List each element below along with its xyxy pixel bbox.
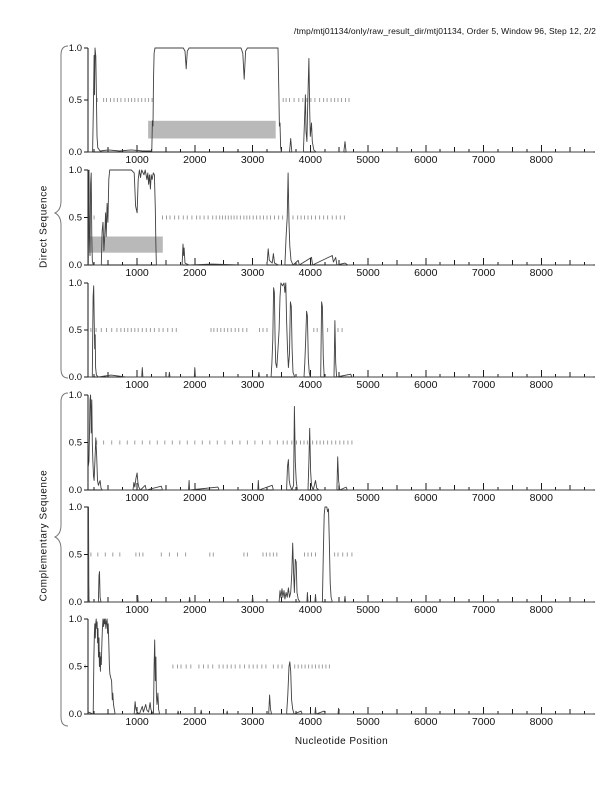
- x-tick-label: 4000: [298, 604, 322, 616]
- x-tick-label: 1000: [125, 604, 149, 616]
- x-tick-label: 3000: [240, 604, 265, 616]
- x-tick-label: 3000: [240, 492, 265, 504]
- panel-direct-frame-1: [69, 43, 595, 166]
- gene-region-box: [148, 121, 276, 139]
- x-tick-label: 5000: [356, 716, 380, 728]
- x-tick-label: 6000: [414, 604, 438, 616]
- probability-trace: [88, 507, 593, 602]
- y-tick-label: 0.0: [68, 147, 82, 159]
- x-tick-label: 2000: [183, 716, 207, 728]
- y-tick-label: 0.5: [68, 325, 82, 337]
- x-tick-label: 1000: [125, 267, 149, 279]
- x-tick-label: 2000: [183, 604, 207, 616]
- x-tick-label: 3000: [240, 267, 265, 279]
- x-tick-label: 8000: [529, 492, 553, 504]
- x-tick-label: 8000: [529, 379, 553, 391]
- y-tick-label: 0.0: [68, 597, 82, 609]
- x-tick-label: 8000: [529, 267, 553, 279]
- x-tick-label: 5000: [356, 379, 380, 391]
- x-tick-label: 2000: [183, 492, 207, 504]
- x-tick-label: 1000: [125, 492, 149, 504]
- x-tick-label: 2000: [183, 379, 207, 391]
- x-tick-label: 7000: [471, 492, 496, 504]
- gene-region-box: [89, 237, 163, 253]
- y-tick-label: 1.0: [68, 165, 82, 177]
- y-tick-label: 1.0: [68, 390, 82, 402]
- x-tick-label: 4000: [298, 492, 322, 504]
- y-tick-label: 0.5: [68, 661, 82, 673]
- x-tick-label: 6000: [414, 379, 438, 391]
- complementary-sequence-label: Complementary Sequence: [38, 469, 50, 602]
- probability-trace: [88, 395, 593, 490]
- x-tick-label: 6000: [414, 716, 438, 728]
- x-tick-label: 8000: [529, 154, 553, 166]
- x-tick-label: 2000: [183, 267, 207, 279]
- panel-complementary-frame-2: [69, 502, 595, 616]
- probability-trace: [88, 283, 593, 377]
- x-tick-label: 4000: [298, 379, 322, 391]
- y-tick-label: 0.0: [68, 372, 82, 384]
- x-tick-label: 3000: [240, 716, 265, 728]
- x-tick-label: 3000: [240, 379, 265, 391]
- x-tick-label: 4000: [298, 154, 322, 166]
- x-tick-label: 4000: [298, 716, 322, 728]
- y-tick-label: 1.0: [68, 502, 82, 514]
- x-tick-label: 7000: [471, 716, 496, 728]
- y-tick-label: 0.5: [68, 212, 82, 224]
- panel-complementary-frame-3: [69, 614, 595, 728]
- y-tick-label: 1.0: [68, 43, 82, 55]
- x-tick-label: 4000: [298, 267, 322, 279]
- x-tick-label: 2000: [183, 154, 207, 166]
- panel-complementary-frame-1: [69, 390, 595, 504]
- x-tick-label: 7000: [471, 379, 496, 391]
- x-axis-title: Nucleotide Position: [294, 736, 389, 747]
- x-tick-label: 5000: [356, 492, 380, 504]
- x-tick-label: 8000: [529, 604, 553, 616]
- y-tick-label: 0.5: [68, 95, 82, 107]
- y-tick-label: 1.0: [68, 614, 82, 626]
- x-tick-label: 6000: [414, 492, 438, 504]
- x-tick-label: 5000: [356, 604, 380, 616]
- y-tick-label: 0.5: [68, 437, 82, 449]
- x-tick-label: 7000: [471, 604, 496, 616]
- y-tick-label: 1.0: [68, 278, 82, 290]
- probability-trace: [88, 619, 593, 714]
- x-tick-label: 8000: [529, 716, 553, 728]
- y-tick-label: 0.0: [68, 709, 82, 721]
- y-tick-label: 0.0: [68, 260, 82, 272]
- plot-title: /tmp/mtj01134/only/raw_result_dir/mtj01134, Order 5, Window 96, Step 12, 2/2: [293, 26, 596, 36]
- direct-sequence-label: Direct Sequence: [38, 185, 50, 268]
- panel-direct-frame-2: [69, 165, 595, 279]
- x-tick-label: 5000: [356, 154, 380, 166]
- panel-direct-frame-3: [69, 278, 595, 391]
- x-tick-label: 3000: [240, 154, 265, 166]
- y-tick-label: 0.0: [68, 485, 82, 497]
- x-tick-label: 7000: [471, 267, 496, 279]
- x-tick-label: 7000: [471, 154, 496, 166]
- x-tick-label: 1000: [125, 716, 149, 728]
- x-tick-label: 1000: [125, 379, 149, 391]
- x-tick-label: 1000: [125, 154, 149, 166]
- x-tick-label: 6000: [414, 154, 438, 166]
- x-tick-label: 5000: [356, 267, 380, 279]
- x-tick-label: 6000: [414, 267, 438, 279]
- y-tick-label: 0.5: [68, 549, 82, 561]
